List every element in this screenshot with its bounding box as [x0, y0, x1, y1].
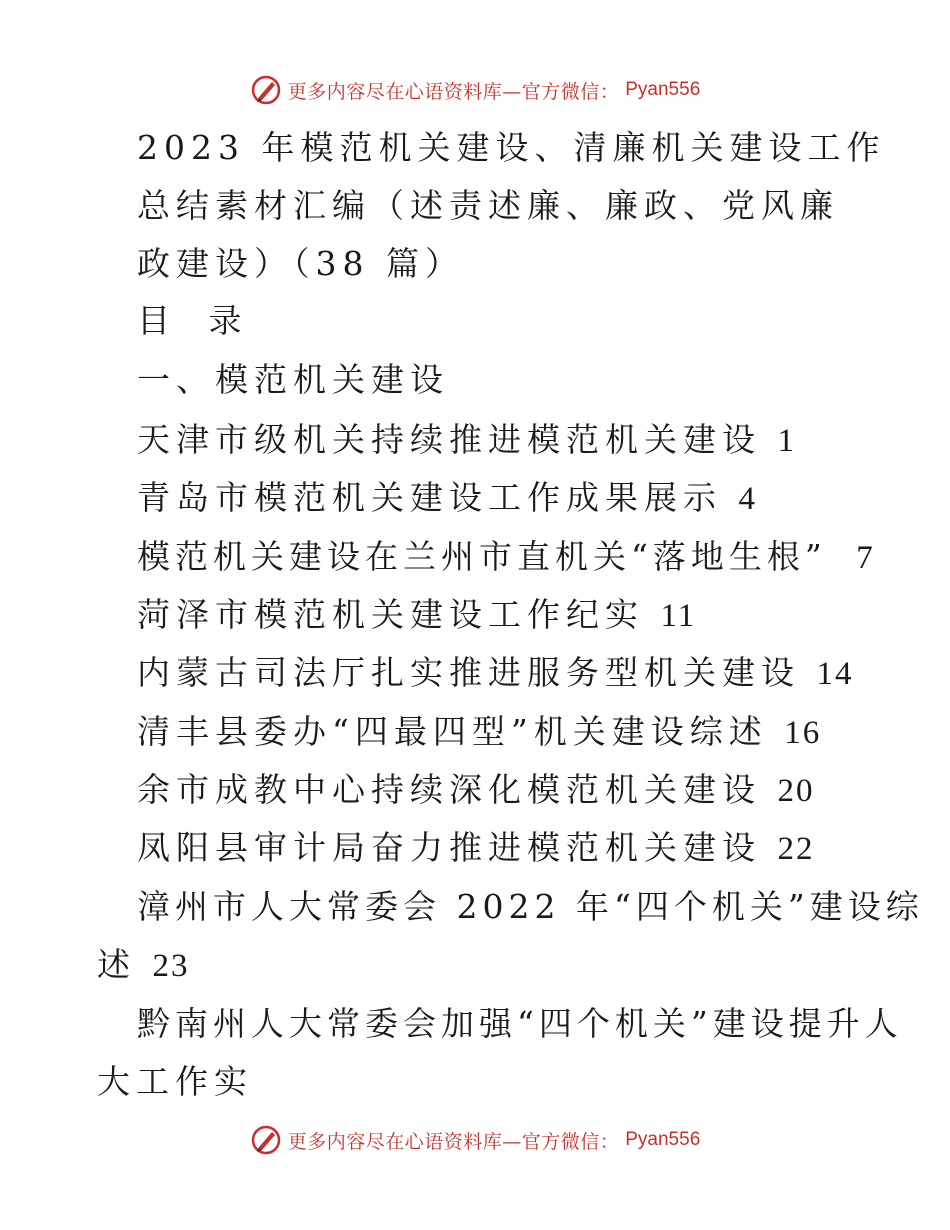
toc-entry-title: 天津市级机关持续推进模范机关建设 — [137, 420, 761, 459]
toc-entry[interactable] — [137, 595, 696, 635]
toc-heading: 目 录 — [137, 301, 256, 340]
section-heading: 一、模范机关建设 — [137, 360, 449, 399]
toc-entry[interactable] — [137, 478, 757, 518]
toc-entry-title: 漳州市人大常委会 2022 年“四个机关”建设综 — [137, 887, 924, 926]
toc-entry-page: 14 — [816, 656, 854, 692]
toc-entry[interactable] — [137, 653, 854, 693]
header-watermark — [0, 70, 950, 110]
toc-entry-continuation[interactable] — [97, 945, 190, 985]
watermark-account: Pyan556 — [625, 1129, 701, 1150]
toc-entry-continuation[interactable] — [97, 1062, 253, 1102]
toc-entry-page: 23 — [152, 948, 190, 984]
watermark-text: 更多内容尽在心语资料库—官方微信： — [287, 80, 620, 103]
toc-entry-title: 青岛市模范机关建设工作成果展示 — [137, 478, 722, 517]
toc-entry-title: 清丰县委办“四最四型”机关建设综述 — [137, 712, 768, 751]
toc-entry-title-cont: 述 — [97, 945, 136, 984]
toc-entry-page: 20 — [777, 773, 815, 809]
toc-entry[interactable] — [137, 712, 821, 752]
toc-entry[interactable] — [137, 828, 815, 868]
toc-entry[interactable] — [137, 420, 796, 460]
doc-title-line-3: 政建设）（38 篇） — [137, 244, 464, 283]
doc-title-line-1: 2023 年模范机关建设、清廉机关建设工作 — [137, 128, 886, 167]
toc-entry[interactable] — [137, 770, 815, 810]
toc-entry[interactable] — [137, 887, 924, 927]
toc-entry-title: 余市成教中心持续深化模范机关建设 — [137, 770, 761, 809]
toc-entry[interactable] — [137, 537, 875, 577]
toc-entry-title: 菏泽市模范机关建设工作纪实 — [137, 595, 644, 634]
doc-title-line-2: 总结素材汇编（述责述廉、廉政、党风廉 — [137, 186, 839, 225]
toc-entry-title-cont: 大工作实 — [97, 1062, 253, 1101]
toc-entry-page: 1 — [777, 423, 796, 459]
footer-watermark — [0, 1120, 950, 1160]
pen-logo-icon — [250, 74, 282, 106]
toc-entry-page: 22 — [777, 831, 815, 867]
toc-entry-title: 黔南州人大常委会加强“四个机关”建设提升人 — [137, 1004, 903, 1043]
toc-entry-page: 7 — [856, 540, 875, 576]
toc-entry-title: 模范机关建设在兰州市直机关“落地生根” — [137, 537, 827, 576]
watermark-account: Pyan556 — [625, 79, 701, 100]
toc-entry-page: 16 — [784, 715, 822, 751]
toc-entry[interactable] — [137, 1004, 903, 1044]
toc-entry-page: 11 — [660, 598, 697, 634]
toc-entry-page: 4 — [738, 481, 757, 517]
toc-entry-title: 内蒙古司法厅扎实推进服务型机关建设 — [137, 653, 800, 692]
toc-entry-title: 凤阳县审计局奋力推进模范机关建设 — [137, 828, 761, 867]
watermark-text: 更多内容尽在心语资料库—官方微信： — [287, 1130, 620, 1153]
pen-logo-icon — [250, 1124, 282, 1156]
